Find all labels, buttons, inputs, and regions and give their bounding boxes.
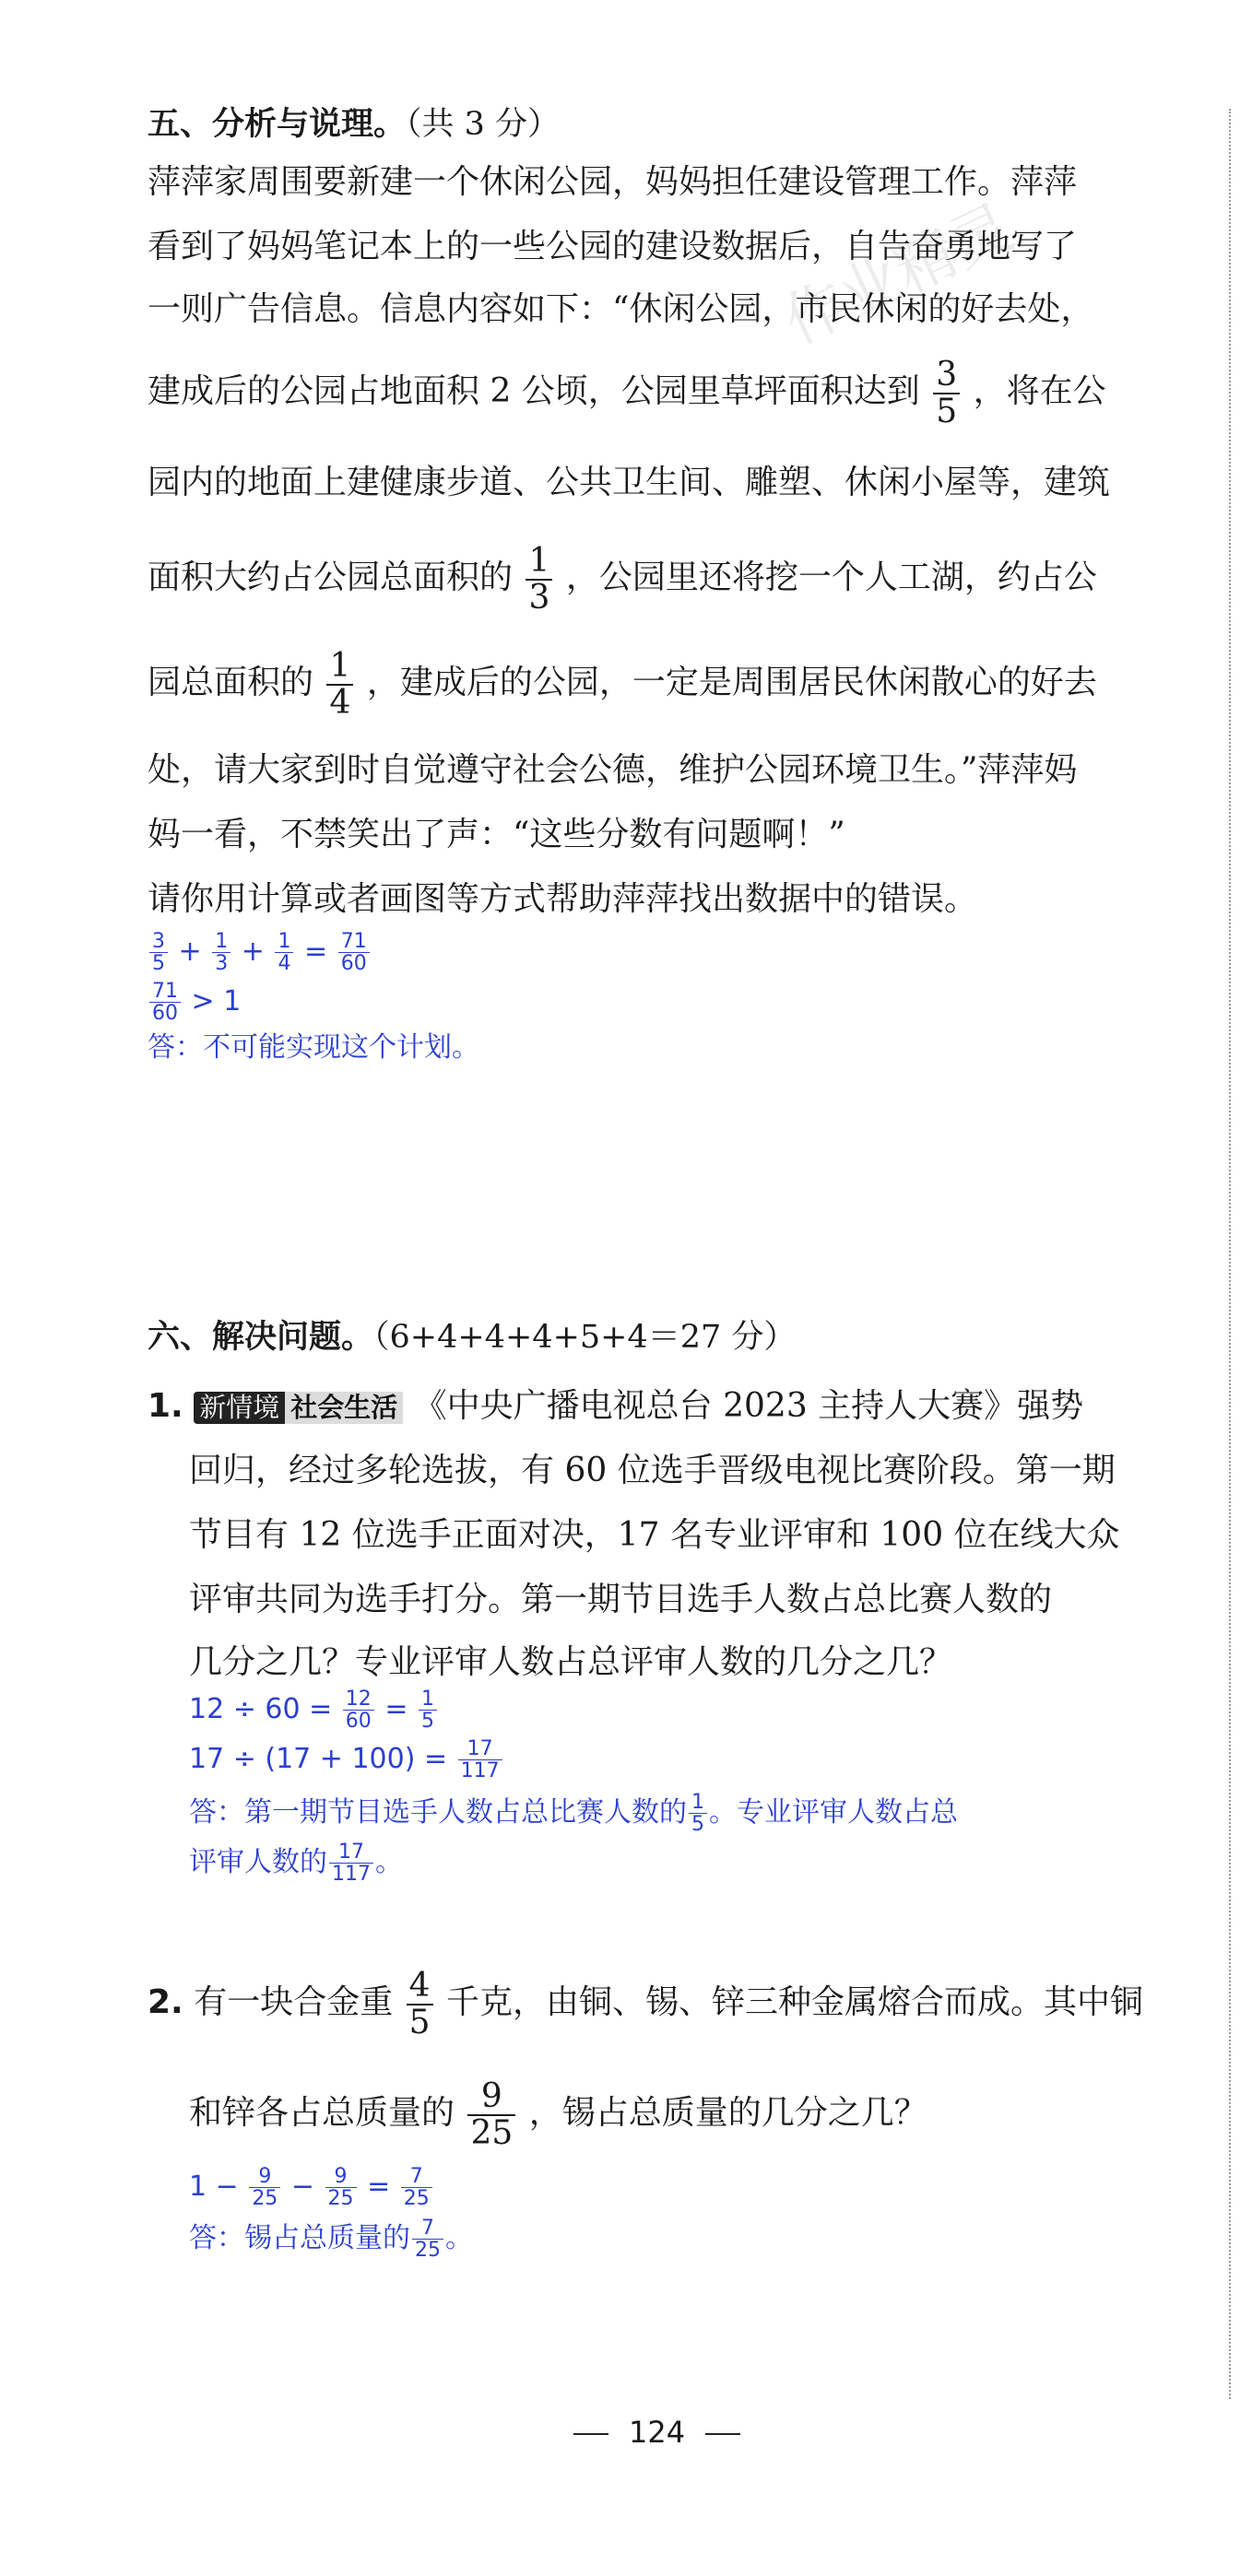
frac-den: 117: [460, 1759, 500, 1783]
equals-sign: =: [367, 2170, 391, 2204]
frac-num: 7: [412, 2217, 443, 2240]
q1-calc-1: 12 ÷ 60 =: [189, 1693, 333, 1726]
frac-num: 7: [401, 2166, 432, 2188]
frac-num: 12: [343, 1688, 374, 1711]
s5-line-1: 萍萍家周围要新建一个休闲公园，妈妈担任建设管理工作。萍萍: [148, 163, 1078, 201]
ans-fraction: [419, 1688, 437, 1732]
frac-num: 1: [326, 649, 353, 686]
q1-number: 1.: [148, 1387, 183, 1425]
page-number: [553, 2415, 761, 2450]
frac-den: 4: [278, 952, 291, 976]
section5-points: （共 3 分）: [406, 106, 561, 143]
q1-line-5: 几分之几？专业评审人数占总评审人数的几分之几？: [189, 1643, 953, 1681]
frac-den: 60: [340, 952, 367, 976]
s5-line-7-text-b: ，建成后的公园，一定是周围居民休闲散心的好去: [366, 663, 1097, 701]
equals-sign: =: [304, 935, 328, 969]
q2-line-1: [148, 1969, 1143, 2041]
q1-answer-text-c: 评审人数的: [189, 1846, 327, 1879]
s5-line-5: 园内的地面上建健康步道、公共卫生间、雕塑、休闲小屋等，建筑: [148, 464, 1111, 501]
q1-line-2: 回归，经过多轮选拔，有 60 位选手晋级电视比赛阶段。第一期: [189, 1452, 1116, 1489]
fraction-1-3: [526, 544, 552, 616]
frac-den: 25: [403, 2187, 430, 2211]
q1-answer-text-b: 。专业评审人数占总: [709, 1796, 958, 1829]
frac-num: 9: [325, 2166, 357, 2188]
q2-answer-text-a: 答：锡占总质量的: [189, 2222, 410, 2255]
frac-den: 5: [691, 1813, 704, 1837]
q1-line-1-text: 《中央广播电视总台 2023 主持人大赛》强势: [413, 1387, 1084, 1425]
q2-line-1-text-a: 有一块合金重: [194, 1982, 394, 2021]
s5-line-3: 一则广告信息。信息内容如下：“休闲公园，市民休闲的好去处，: [148, 290, 1094, 328]
greater-than: > 1: [191, 985, 242, 1018]
frac-den: 25: [470, 2113, 514, 2152]
ans-fraction: [401, 2166, 432, 2209]
q2-line-2-text-a: 和锌各占总质量的: [189, 2093, 455, 2132]
ans-fraction: [689, 1792, 707, 1835]
fraction-1-4: [326, 649, 353, 721]
ans-fraction: [458, 1738, 502, 1782]
s5-line-9: 妈一看，不禁笑出了声：“这些分数有问题啊！”: [148, 816, 845, 853]
q1-calc-2: 17 ÷ (17 + 100) =: [189, 1743, 448, 1776]
frac-den: 3: [215, 952, 229, 976]
page-number-dash-left: [573, 2433, 608, 2435]
s5-line-7: [148, 649, 1097, 721]
s5-line-7-text-a: 园总面积的: [148, 663, 314, 701]
page-number-text: 124: [629, 2415, 686, 2450]
frac-num: 9: [467, 2079, 515, 2116]
new-context-badge: 新情境: [194, 1392, 285, 1424]
frac-den: 25: [327, 2187, 354, 2211]
section6-title: 六、解决问题。: [148, 1319, 374, 1356]
plus-sign: +: [178, 935, 202, 969]
s5-line-6: [148, 544, 1097, 616]
frac-den: 5: [408, 2003, 431, 2041]
frac-den: 3: [528, 578, 550, 617]
s5-answer-line-2: [148, 981, 241, 1024]
plus-sign: +: [241, 935, 265, 969]
s5-line-8: 处，请大家到时自觉遵守社会公德，维护公园环境卫生。”萍萍妈: [148, 751, 1078, 789]
ans-fraction: [275, 931, 293, 974]
ans-fraction: [338, 931, 370, 974]
s5-answer-line-1: [148, 931, 372, 974]
section6-points: （6+4+4+4+5+4＝27 分）: [373, 1319, 797, 1356]
frac-num: 1: [275, 931, 293, 953]
frac-den: 25: [415, 2239, 441, 2263]
ans-fraction: [343, 1688, 374, 1732]
q1-answer-text-d: 。: [375, 1846, 403, 1879]
s5-line-4-text-a: 建成后的公园占地面积 2 公顷，公园里草坪面积达到: [148, 371, 920, 410]
ans-fraction: [149, 931, 168, 974]
q1-answer-line-1: [189, 1688, 439, 1732]
frac-num: 1: [689, 1792, 707, 1814]
frac-num: 3: [933, 358, 960, 394]
frac-num: 71: [149, 981, 181, 1003]
frac-den: 5: [421, 1710, 435, 1734]
watermark: 作业精灵: [773, 191, 1024, 359]
fraction-9-25: [467, 2079, 515, 2151]
frac-num: 4: [407, 1969, 433, 2006]
q2-line-2-text-b: ，锡占总质量的几分之几？: [528, 2093, 927, 2132]
q1-answer-line-2: [189, 1738, 504, 1782]
ans-fraction: [212, 931, 230, 974]
q1-line-4: 评审共同为选手打分。第一期节目选手人数占总比赛人数的: [189, 1581, 1053, 1618]
s5-line-2: 看到了妈妈笔记本上的一些公园的建设数据后，自告奋勇地写了: [148, 228, 1078, 265]
section6-heading: [148, 1319, 797, 1356]
frac-den: 60: [152, 1002, 178, 1026]
q1-line-1: [148, 1387, 1084, 1425]
q2-answer-text-b: 。: [445, 2222, 473, 2255]
frac-num: 71: [338, 931, 370, 953]
q2-line-2: [189, 2079, 927, 2151]
q1-line-3: 节目有 12 位选手正面对决，17 名专业评审和 100 位在线大众: [189, 1516, 1120, 1554]
frac-den: 4: [329, 683, 351, 722]
frac-den: 60: [345, 1710, 372, 1734]
social-life-badge: 社会生活: [285, 1392, 403, 1424]
frac-num: 1: [212, 931, 230, 953]
fraction-4-5: [407, 1969, 433, 2041]
q2-calc-start: 1 −: [189, 2170, 239, 2204]
ans-fraction: [329, 1841, 373, 1885]
minus-sign: −: [290, 2170, 314, 2204]
frac-num: 17: [458, 1738, 502, 1760]
s5-line-4: [148, 358, 1106, 429]
s5-line-6-text-b: ，公园里还将挖一个人工湖，约占公: [565, 558, 1097, 596]
q2-line-1-text-b: 千克，由铜、锡、锌三种金属熔合而成。其中铜: [446, 1982, 1144, 2021]
s5-line-4-text-b: ，将在公: [973, 371, 1106, 410]
frac-num: 17: [329, 1841, 373, 1864]
q2-answer-line-2: [189, 2217, 473, 2261]
ans-fraction: [149, 981, 181, 1024]
section5-heading: [148, 106, 561, 143]
q1-answer-text-a: 答：第一期节目选手人数占总比赛人数的: [189, 1796, 687, 1829]
fraction-3-5: [933, 358, 960, 429]
ans-fraction: [325, 2166, 357, 2209]
s5-line-10: 请你用计算或者画图等方式帮助萍萍找出数据中的错误。: [148, 880, 978, 918]
frac-den: 5: [152, 952, 165, 976]
section5-title: 五、分析与说理。: [148, 106, 407, 143]
frac-num: 3: [149, 931, 168, 953]
frac-num: 1: [526, 544, 552, 581]
ans-fraction: [249, 2166, 280, 2209]
q1-answer-line-4: [189, 1841, 403, 1885]
s5-line-6-text-a: 面积大约占公园总面积的: [148, 558, 514, 596]
page-number-dash-right: [705, 2433, 740, 2435]
q2-answer-line-1: [189, 2166, 434, 2209]
q2-number: 2.: [148, 1982, 183, 2021]
ans-fraction: [412, 2217, 443, 2261]
frac-den: 117: [332, 1863, 371, 1887]
q1-answer-line-3: [189, 1792, 958, 1835]
frac-den: 5: [936, 392, 958, 430]
frac-den: 25: [252, 2187, 278, 2211]
equals-sign: =: [384, 1693, 408, 1726]
s5-answer-conclusion: 答：不可能实现这个计划。: [148, 1031, 479, 1064]
frac-num: 1: [419, 1688, 437, 1711]
frac-num: 9: [249, 2166, 280, 2188]
margin-dotted-rule: [1229, 109, 1231, 2399]
